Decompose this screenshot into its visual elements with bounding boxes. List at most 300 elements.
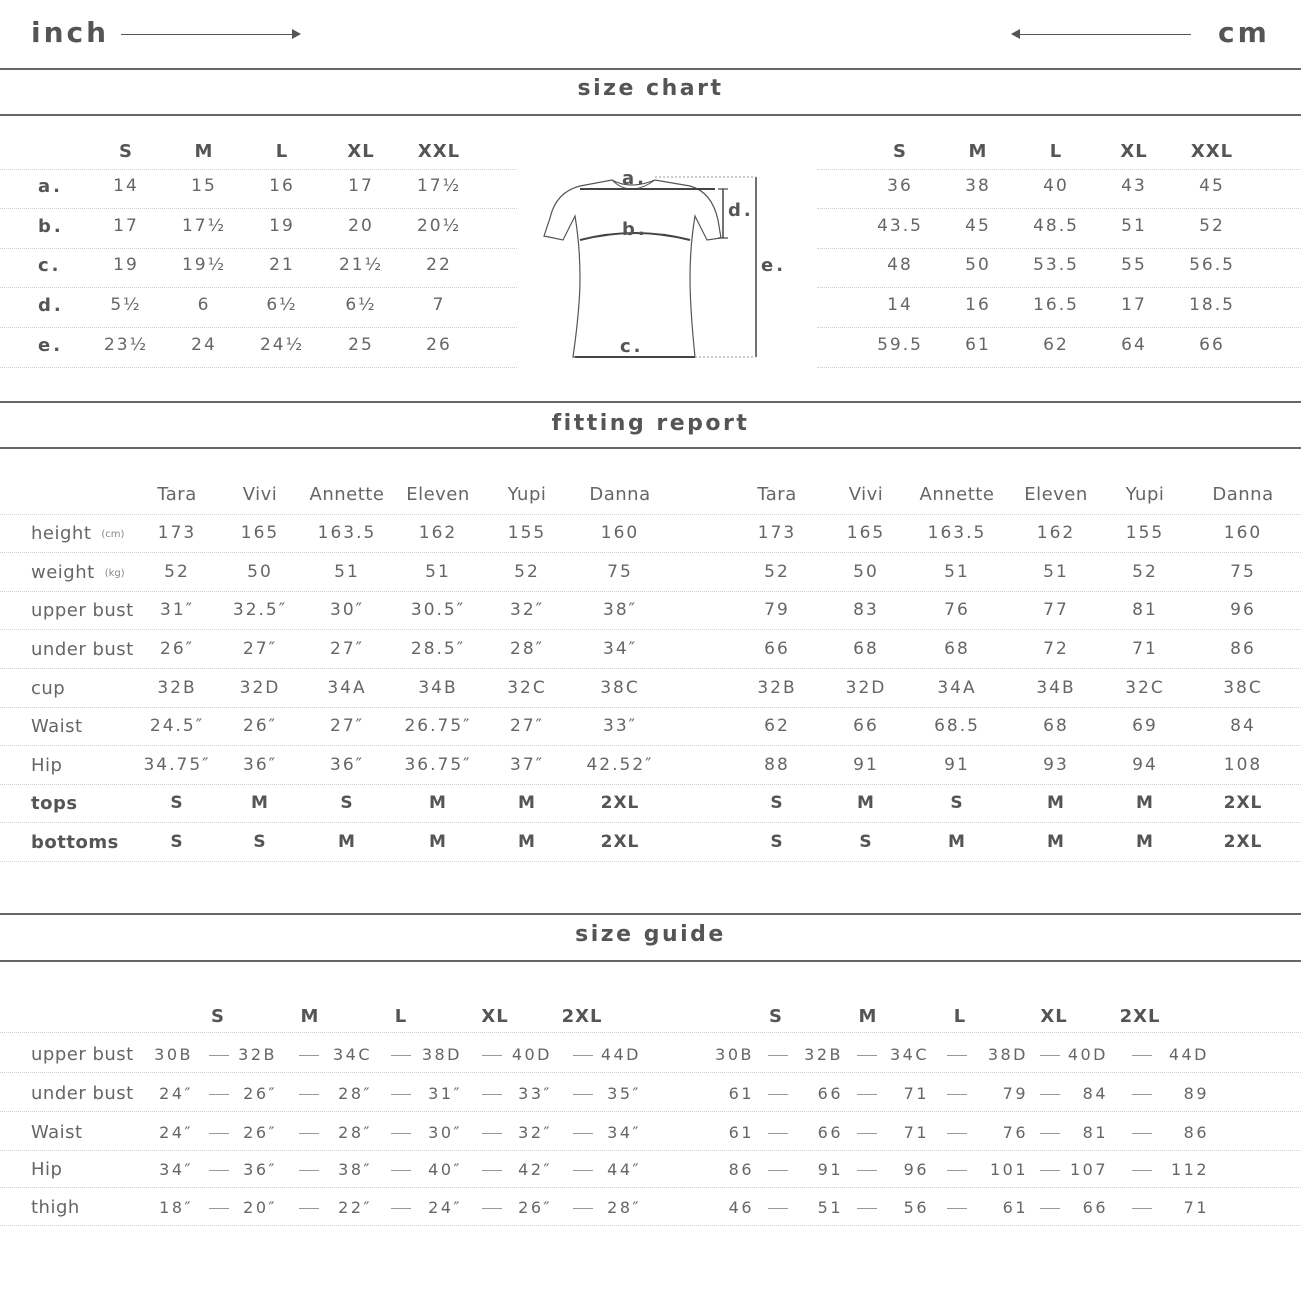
size-guide-header: L xyxy=(953,1006,967,1027)
measure-label: e. xyxy=(38,335,64,356)
row-divider xyxy=(817,169,1301,170)
dash-separator xyxy=(209,1133,229,1134)
dash-separator xyxy=(299,1208,319,1209)
size-guide-cell-cm: 89 xyxy=(1183,1084,1209,1103)
size-chart-cell-inch: 26 xyxy=(426,335,452,355)
model-name-header: Vivi xyxy=(242,484,278,505)
row-divider xyxy=(0,1072,1301,1073)
fitting-cell-inch: 36″ xyxy=(330,755,364,775)
diagram-label-e: e. xyxy=(761,255,787,276)
size-chart-cell-inch: 22 xyxy=(426,255,452,275)
row-divider xyxy=(0,248,517,249)
fitting-cell-inch: 163.5 xyxy=(317,523,377,543)
fitting-cell-inch: 32″ xyxy=(510,600,544,620)
fitting-cell-cm: 32D xyxy=(845,678,887,698)
fitting-cell-inch: 26.75″ xyxy=(404,716,472,736)
dash-separator xyxy=(857,1094,877,1095)
size-guide-cell-inch: 32″ xyxy=(518,1123,552,1142)
measure-label: b. xyxy=(38,216,64,237)
fitting-cell-inch: 27″ xyxy=(510,716,544,736)
dash-separator xyxy=(573,1133,593,1134)
dash-separator xyxy=(1040,1170,1060,1171)
fitting-cell-inch: 36.75″ xyxy=(404,755,472,775)
fitting-cell-cm: 86 xyxy=(1230,639,1256,659)
row-divider xyxy=(0,1032,1301,1033)
fitting-row-label xyxy=(31,755,62,776)
row-divider xyxy=(0,169,517,170)
size-chart-cell-inch: 25 xyxy=(348,335,374,355)
dash-separator xyxy=(299,1055,319,1056)
dash-separator xyxy=(1132,1133,1152,1134)
fitting-cell-inch: 162 xyxy=(418,523,458,543)
size-chart-cell-cm: 48.5 xyxy=(1033,216,1079,236)
size-guide-cell-inch: 20″ xyxy=(243,1198,277,1217)
fitting-cell-inch: 30.5″ xyxy=(410,600,466,620)
dash-separator xyxy=(857,1208,877,1209)
dash-separator xyxy=(1040,1055,1060,1056)
dash-separator xyxy=(209,1094,229,1095)
fitting-row-label-text: height xyxy=(31,523,92,544)
size-guide-cell-cm: 44D xyxy=(1168,1045,1209,1064)
row-divider xyxy=(817,287,1301,288)
model-name-header: Eleven xyxy=(1024,484,1088,505)
size-guide-cell-cm: 86 xyxy=(1183,1123,1209,1142)
dash-separator xyxy=(947,1094,967,1095)
dash-separator xyxy=(1132,1055,1152,1056)
size-guide-cell-cm: 61 xyxy=(1002,1198,1028,1217)
model-name-header: Eleven xyxy=(406,484,470,505)
row-divider xyxy=(0,208,517,209)
fitting-cell-inch: 51 xyxy=(425,562,451,582)
size-guide-cell-inch: 24″ xyxy=(159,1084,193,1103)
size-chart-cell-cm: 16 xyxy=(965,295,991,315)
dash-separator xyxy=(209,1170,229,1171)
fitting-cell-cm: S xyxy=(950,793,964,813)
size-guide-cell-cm: 84 xyxy=(1082,1084,1108,1103)
fitting-row-label-text: Waist xyxy=(31,716,83,737)
size-guide-header: M xyxy=(300,1006,320,1027)
fitting-cell-cm: 71 xyxy=(1132,639,1158,659)
dash-separator xyxy=(1040,1094,1060,1095)
fitting-cell-cm: 84 xyxy=(1230,716,1256,736)
size-chart-cell-cm: 56.5 xyxy=(1189,255,1235,275)
size-guide-row-label: Waist xyxy=(31,1122,83,1143)
fitting-cell-inch: M xyxy=(338,832,356,852)
fitting-cell-cm: 51 xyxy=(944,562,970,582)
fitting-row-label-text: upper bust xyxy=(31,600,134,621)
model-name-header: Danna xyxy=(1212,484,1274,505)
dash-separator xyxy=(768,1170,788,1171)
fitting-cell-cm: 68.5 xyxy=(934,716,980,736)
size-chart-cell-cm: 59.5 xyxy=(877,335,923,355)
fitting-cell-inch: 36″ xyxy=(243,755,277,775)
divider xyxy=(0,447,1301,449)
fitting-cell-cm: 76 xyxy=(944,600,970,620)
fitting-cell-cm: 160 xyxy=(1223,523,1263,543)
size-guide-cell-inch: 44D xyxy=(600,1045,641,1064)
fitting-cell-inch: M xyxy=(429,793,447,813)
row-divider xyxy=(0,367,517,368)
size-chart-cell-cm: 51 xyxy=(1121,216,1147,236)
fitting-cell-cm: M xyxy=(1047,832,1065,852)
size-guide-cell-cm: 112 xyxy=(1170,1160,1209,1179)
fitting-cell-inch: 50 xyxy=(247,562,273,582)
size-guide-cell-cm: 51 xyxy=(817,1198,843,1217)
row-divider xyxy=(817,367,1301,368)
size-guide-cell-cm: 56 xyxy=(903,1198,929,1217)
size-chart-cell-inch: 19½ xyxy=(181,255,227,275)
fitting-cell-cm: 88 xyxy=(764,755,790,775)
fitting-row-label xyxy=(31,523,124,544)
fitting-cell-cm: 69 xyxy=(1132,716,1158,736)
size-guide-cell-cm: 91 xyxy=(817,1160,843,1179)
size-chart-cell-inch: 6½ xyxy=(266,295,298,315)
row-divider xyxy=(0,287,517,288)
unit-note: (cm) xyxy=(101,528,125,540)
size-chart-cell-cm: 66 xyxy=(1199,335,1225,355)
fitting-cell-inch: 31″ xyxy=(160,600,194,620)
size-guide-row-label: upper bust xyxy=(31,1044,134,1065)
size-guide-row-label: Hip xyxy=(31,1159,63,1180)
size-guide-cell-inch: 26″ xyxy=(243,1084,277,1103)
size-header: L xyxy=(275,141,289,162)
fitting-cell-cm: 68 xyxy=(853,639,879,659)
model-name-header: Annette xyxy=(309,484,385,505)
dash-separator xyxy=(768,1094,788,1095)
size-chart-cell-cm: 50 xyxy=(965,255,991,275)
fitting-cell-inch: 32B xyxy=(157,678,197,698)
size-chart-cell-inch: 20½ xyxy=(416,216,462,236)
size-guide-header: S xyxy=(769,1006,783,1027)
size-guide-cell-inch: 38″ xyxy=(338,1160,372,1179)
size-guide-cell-inch: 24″ xyxy=(159,1123,193,1142)
fitting-cell-inch: M xyxy=(429,832,447,852)
fitting-row-label-text: Hip xyxy=(31,755,63,776)
fitting-cell-cm: 72 xyxy=(1043,639,1069,659)
size-chart-cell-cm: 14 xyxy=(887,295,913,315)
fitting-cell-inch: S xyxy=(253,832,267,852)
dash-separator xyxy=(391,1094,411,1095)
size-guide-cell-inch: 26″ xyxy=(243,1123,277,1142)
size-guide-cell-cm: 81 xyxy=(1082,1123,1108,1142)
fitting-cell-inch: 32.5″ xyxy=(232,600,288,620)
model-name-header: Danna xyxy=(589,484,651,505)
size-chart-cell-inch: 6 xyxy=(197,295,211,315)
size-guide-cell-inch: 33″ xyxy=(518,1084,552,1103)
fitting-cell-cm: 108 xyxy=(1223,755,1263,775)
size-chart-cell-inch: 14 xyxy=(113,176,139,196)
size-chart-cell-inch: 21½ xyxy=(338,255,384,275)
row-divider xyxy=(0,668,1301,669)
fitting-cell-inch: S xyxy=(170,793,184,813)
fitting-cell-inch: S xyxy=(170,832,184,852)
dash-separator xyxy=(299,1133,319,1134)
row-divider xyxy=(817,248,1301,249)
fitting-cell-cm: 62 xyxy=(764,716,790,736)
unit-note: (kg) xyxy=(104,567,125,579)
size-chart-cell-cm: 17 xyxy=(1121,295,1147,315)
size-guide-cell-inch: 22″ xyxy=(338,1198,372,1217)
fitting-cell-cm: 96 xyxy=(1230,600,1256,620)
dash-separator xyxy=(1040,1208,1060,1209)
size-guide-cell-cm: 66 xyxy=(817,1084,843,1103)
divider xyxy=(0,960,1301,962)
fitting-cell-cm: 66 xyxy=(764,639,790,659)
fitting-row-label xyxy=(31,678,65,699)
fitting-cell-cm: 77 xyxy=(1043,600,1069,620)
size-guide-cell-inch: 35″ xyxy=(607,1084,641,1103)
dash-separator xyxy=(857,1055,877,1056)
size-header: XXL xyxy=(417,141,461,162)
size-guide-cell-inch: 40″ xyxy=(428,1160,462,1179)
size-chart-cell-cm: 48 xyxy=(887,255,913,275)
size-guide-cell-cm: 101 xyxy=(989,1160,1028,1179)
size-guide-cell-cm: 71 xyxy=(903,1084,929,1103)
dash-separator xyxy=(573,1170,593,1171)
size-guide-cell-cm: 71 xyxy=(1183,1198,1209,1217)
size-guide-cell-inch: 40D xyxy=(511,1045,552,1064)
size-guide-cell-cm: 107 xyxy=(1069,1160,1108,1179)
fitting-cell-inch: 27″ xyxy=(330,716,364,736)
row-divider xyxy=(0,861,1301,862)
fitting-cell-cm: 68 xyxy=(1043,716,1069,736)
dash-separator xyxy=(573,1094,593,1095)
fitting-cell-inch: 38C xyxy=(600,678,640,698)
size-chart-cell-cm: 43.5 xyxy=(877,216,923,236)
dash-separator xyxy=(391,1133,411,1134)
size-guide-cell-cm: 38D xyxy=(987,1045,1028,1064)
measure-label: a. xyxy=(38,176,63,197)
fitting-cell-cm: M xyxy=(1136,832,1154,852)
row-divider xyxy=(817,208,1301,209)
dash-separator xyxy=(482,1055,502,1056)
diagram-label-b: b. xyxy=(622,219,648,240)
model-name-header: Yupi xyxy=(507,484,547,505)
row-divider xyxy=(0,784,1301,785)
fitting-cell-cm: 91 xyxy=(853,755,879,775)
size-guide-cell-inch: 28″ xyxy=(338,1123,372,1142)
model-name-header: Yupi xyxy=(1125,484,1165,505)
fitting-row-label-text: tops xyxy=(31,793,78,814)
fitting-cell-cm: 2XL xyxy=(1223,832,1263,852)
fitting-cell-inch: 24.5″ xyxy=(149,716,205,736)
fitting-cell-cm: 163.5 xyxy=(927,523,987,543)
row-divider xyxy=(0,629,1301,630)
size-guide-cell-cm: 66 xyxy=(1082,1198,1108,1217)
size-guide-cell-inch: 30″ xyxy=(428,1123,462,1142)
size-guide-header: 2XL xyxy=(561,1006,603,1027)
fitting-cell-cm: S xyxy=(770,832,784,852)
dash-separator xyxy=(768,1208,788,1209)
size-guide-cell-inch: 38D xyxy=(421,1045,462,1064)
size-guide-cell-cm: 71 xyxy=(903,1123,929,1142)
size-chart-cell-inch: 17½ xyxy=(181,216,227,236)
fitting-cell-cm: 52 xyxy=(764,562,790,582)
fitting-cell-inch: 38″ xyxy=(603,600,637,620)
size-guide-cell-inch: 28″ xyxy=(607,1198,641,1217)
size-header: M xyxy=(194,141,214,162)
size-chart-cell-cm: 61 xyxy=(965,335,991,355)
fitting-cell-cm: 173 xyxy=(757,523,797,543)
fitting-cell-cm: 66 xyxy=(853,716,879,736)
size-guide-cell-inch: 44″ xyxy=(607,1160,641,1179)
fitting-cell-inch: 42.52″ xyxy=(586,755,654,775)
fitting-report-title: fitting report xyxy=(551,411,750,436)
size-header: XXL xyxy=(1190,141,1234,162)
fitting-cell-inch: 32C xyxy=(507,678,547,698)
model-name-header: Tara xyxy=(157,484,197,505)
dash-separator xyxy=(857,1133,877,1134)
size-guide-cell-cm: 86 xyxy=(728,1160,754,1179)
fitting-row-label xyxy=(31,832,119,853)
size-chart-cell-inch: 17½ xyxy=(416,176,462,196)
fitting-cell-cm: 162 xyxy=(1036,523,1076,543)
size-guide-cell-inch: 31″ xyxy=(428,1084,462,1103)
fitting-row-label xyxy=(31,639,134,660)
dash-separator xyxy=(947,1133,967,1134)
size-guide-cell-cm: 46 xyxy=(728,1198,754,1217)
fitting-cell-cm: 34B xyxy=(1036,678,1076,698)
row-divider xyxy=(0,1150,1301,1151)
size-chart-cell-inch: 19 xyxy=(269,216,295,236)
size-guide-cell-inch: 18″ xyxy=(159,1198,193,1217)
size-guide-cell-cm: 32B xyxy=(804,1045,843,1064)
size-guide-cell-inch: 28″ xyxy=(338,1084,372,1103)
fitting-cell-inch: 34B xyxy=(418,678,458,698)
dash-separator xyxy=(209,1055,229,1056)
fitting-cell-cm: 91 xyxy=(944,755,970,775)
measure-label: d. xyxy=(38,295,64,316)
row-divider xyxy=(0,514,1301,515)
unit-label-inch: inch xyxy=(31,16,110,49)
model-name-header: Tara xyxy=(757,484,797,505)
dash-separator xyxy=(209,1208,229,1209)
size-chart-cell-cm: 62 xyxy=(1043,335,1069,355)
size-header: S xyxy=(119,141,133,162)
fitting-cell-inch: M xyxy=(251,793,269,813)
size-guide-cell-cm: 30B xyxy=(715,1045,754,1064)
size-chart-cell-cm: 38 xyxy=(965,176,991,196)
dash-separator xyxy=(857,1170,877,1171)
dash-separator xyxy=(482,1170,502,1171)
row-divider xyxy=(817,327,1301,328)
dash-separator xyxy=(391,1208,411,1209)
fitting-cell-inch: 26″ xyxy=(160,639,194,659)
fitting-cell-inch: 51 xyxy=(334,562,360,582)
fitting-cell-cm: M xyxy=(857,793,875,813)
size-chart-cell-cm: 43 xyxy=(1121,176,1147,196)
size-guide-cell-cm: 66 xyxy=(817,1123,843,1142)
size-chart-cell-inch: 24 xyxy=(191,335,217,355)
fitting-cell-cm: 51 xyxy=(1043,562,1069,582)
size-guide-cell-inch: 34″ xyxy=(159,1160,193,1179)
fitting-cell-inch: 30″ xyxy=(330,600,364,620)
size-guide-cell-inch: 34C xyxy=(332,1045,372,1064)
row-divider xyxy=(0,327,517,328)
size-chart-cell-inch: 17 xyxy=(113,216,139,236)
fitting-cell-cm: 52 xyxy=(1132,562,1158,582)
fitting-cell-inch: 155 xyxy=(507,523,547,543)
size-chart-cell-inch: 20 xyxy=(348,216,374,236)
measure-label: c. xyxy=(38,255,62,276)
fitting-row-label xyxy=(31,600,134,621)
diagram-label-c: c. xyxy=(620,336,644,357)
fitting-cell-inch: 2XL xyxy=(600,832,640,852)
divider xyxy=(0,68,1301,70)
size-chart-cell-cm: 18.5 xyxy=(1189,295,1235,315)
fitting-cell-cm: 32C xyxy=(1125,678,1165,698)
dash-separator xyxy=(1040,1133,1060,1134)
row-divider xyxy=(0,1111,1301,1112)
size-chart-cell-inch: 21 xyxy=(269,255,295,275)
size-chart-cell-cm: 45 xyxy=(965,216,991,236)
row-divider xyxy=(0,707,1301,708)
size-guide-cell-cm: 34C xyxy=(889,1045,929,1064)
diagram-label-d: d. xyxy=(728,200,754,221)
row-divider xyxy=(0,591,1301,592)
dash-separator xyxy=(947,1208,967,1209)
fitting-cell-inch: 2XL xyxy=(600,793,640,813)
arrow-right-icon xyxy=(121,29,301,41)
size-guide-cell-inch: 26″ xyxy=(518,1198,552,1217)
fitting-cell-cm: 34A xyxy=(937,678,977,698)
fitting-cell-inch: 32D xyxy=(239,678,281,698)
dash-separator xyxy=(768,1133,788,1134)
size-guide-header: XL xyxy=(481,1006,509,1027)
model-name-header: Vivi xyxy=(848,484,884,505)
fitting-cell-inch: 28.5″ xyxy=(410,639,466,659)
size-chart-cell-inch: 23½ xyxy=(103,335,149,355)
fitting-cell-cm: 83 xyxy=(853,600,879,620)
fitting-cell-cm: 2XL xyxy=(1223,793,1263,813)
dash-separator xyxy=(299,1094,319,1095)
size-chart-cell-inch: 16 xyxy=(269,176,295,196)
fitting-cell-inch: 27″ xyxy=(330,639,364,659)
size-chart-cell-inch: 6½ xyxy=(345,295,377,315)
size-guide-header: S xyxy=(211,1006,225,1027)
size-guide-row-label: under bust xyxy=(31,1083,134,1104)
fitting-cell-cm: M xyxy=(948,832,966,852)
fitting-row-label-text: weight xyxy=(31,562,95,583)
size-header: XL xyxy=(347,141,375,162)
size-guide-header: 2XL xyxy=(1119,1006,1161,1027)
row-divider xyxy=(0,822,1301,823)
tshirt-diagram xyxy=(540,168,800,368)
dash-separator xyxy=(391,1170,411,1171)
fitting-cell-cm: 79 xyxy=(764,600,790,620)
fitting-cell-inch: 34A xyxy=(327,678,367,698)
size-chart-cell-cm: 53.5 xyxy=(1033,255,1079,275)
fitting-cell-inch: M xyxy=(518,832,536,852)
fitting-cell-inch: 28″ xyxy=(510,639,544,659)
fitting-cell-cm: 155 xyxy=(1125,523,1165,543)
dash-separator xyxy=(1132,1170,1152,1171)
size-chart-title: size chart xyxy=(577,76,724,101)
divider xyxy=(0,114,1301,116)
fitting-cell-inch: 34″ xyxy=(603,639,637,659)
dash-separator xyxy=(1132,1094,1152,1095)
row-divider xyxy=(0,1187,1301,1188)
size-chart-cell-inch: 15 xyxy=(191,176,217,196)
size-guide-row-label: thigh xyxy=(31,1197,80,1218)
fitting-cell-cm: S xyxy=(770,793,784,813)
size-chart-cell-cm: 55 xyxy=(1121,255,1147,275)
size-guide-cell-inch: 34″ xyxy=(607,1123,641,1142)
dash-separator xyxy=(947,1170,967,1171)
size-guide-header: XL xyxy=(1040,1006,1068,1027)
fitting-cell-inch: 160 xyxy=(600,523,640,543)
divider xyxy=(0,401,1301,403)
